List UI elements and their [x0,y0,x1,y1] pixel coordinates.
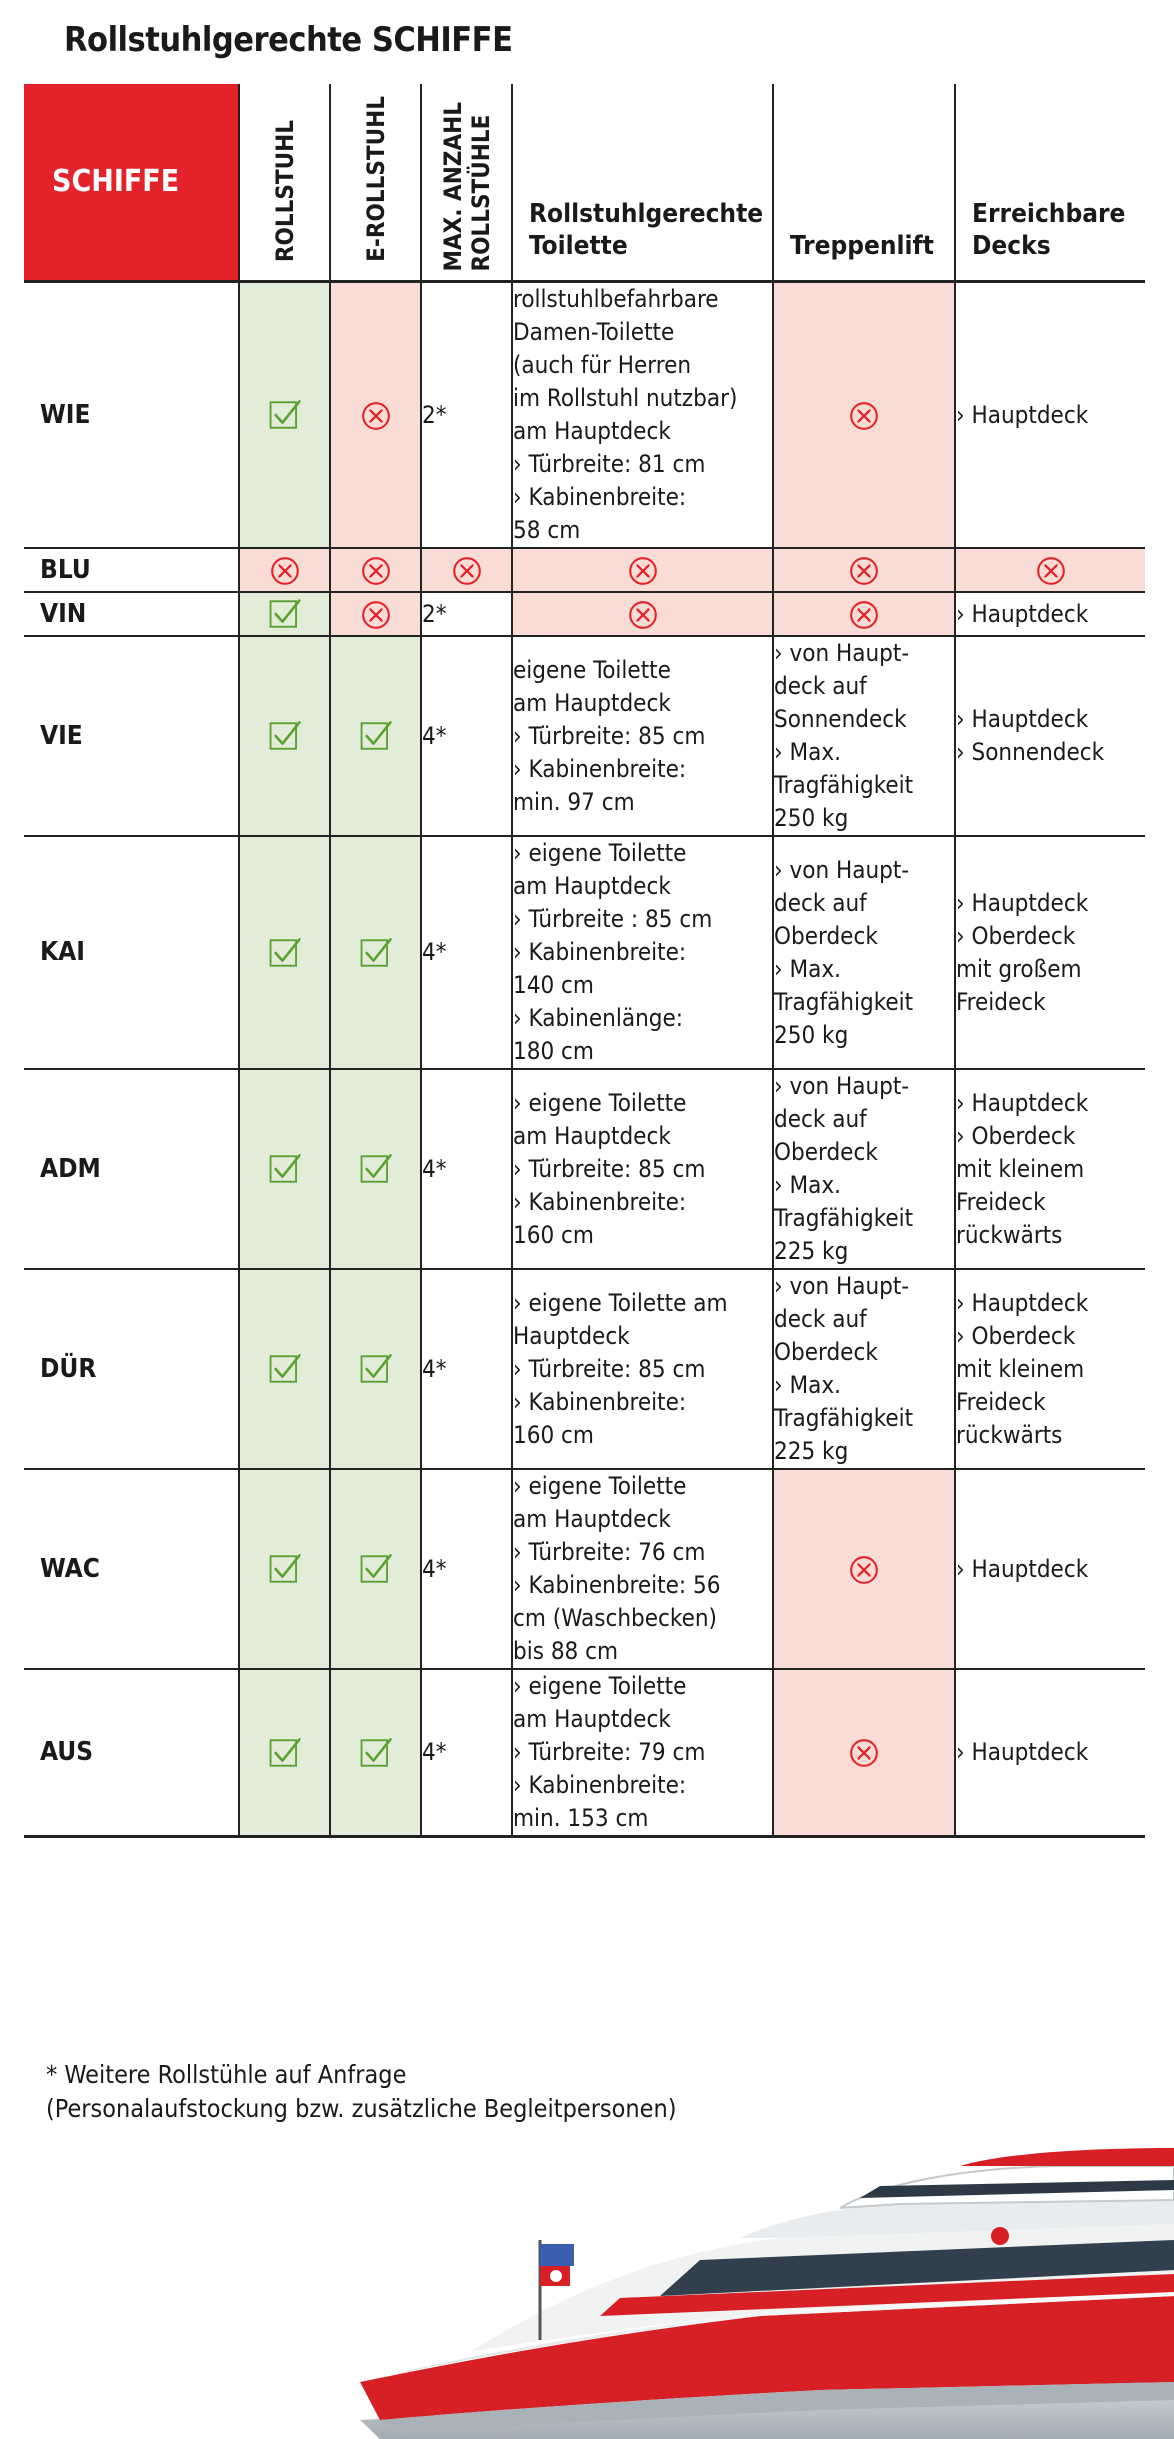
toilette-cell-line: › Kabinenbreite: [513,938,687,966]
treppenlift-cell [773,282,955,549]
header-treppenlift: Treppenlift [773,84,955,282]
ship-photo [0,2120,1174,2439]
ship-name: WAC [40,1553,100,1584]
decks-cell-line: mit großem [956,954,1082,983]
treppenlift-cell-line: 250 kg [774,804,849,832]
circle-x-icon [848,1737,880,1769]
max-anzahl-cell [421,592,512,636]
table-row [24,282,1145,549]
toilette-cell-line: am Hauptdeck [513,417,671,445]
ship-name-cell [24,1069,239,1269]
decks-cell-line: › Oberdeck [956,921,1076,950]
toilette-cell-line: eigene Toilette [513,655,671,684]
circle-x-icon [360,555,392,587]
ship-name: WIE [40,399,91,430]
decks-cell-line: › Hauptdeck [956,1554,1089,1583]
circle-x-icon [269,555,301,587]
toilette-cell-line: › eigene Toilette [513,839,687,867]
toilette-cell [512,282,773,549]
e-rollstuhl-cell [330,1069,421,1269]
checkbox-check-icon [268,1552,302,1586]
rollstuhl-cell [239,592,330,636]
checkbox-check-icon [268,398,302,432]
ship-name-cell [24,1469,239,1669]
decks-cell [955,636,1145,836]
toilette-cell-line: min. 97 cm [513,787,635,816]
toilette-cell-line: › Türbreite: 81 cm [513,450,706,478]
decks-cell-line: › Hauptdeck [956,1088,1089,1117]
rollstuhl-cell [239,1469,330,1669]
checkbox-check-icon [268,1152,302,1186]
header-toilette: Rollstuhlgerechte Toilette [512,84,773,282]
toilette-cell-line: min. 153 cm [513,1804,649,1832]
decks-cell-line: › Oberdeck [956,1121,1076,1150]
toilette-cell [512,1669,773,1837]
rollstuhl-cell [239,1669,330,1837]
toilette-cell-line: › Türbreite: 85 cm [513,1354,706,1383]
max-anzahl-value: 4* [422,1738,447,1766]
treppenlift-cell-line: › Max. [774,1171,841,1199]
toilette-cell-line: am Hauptdeck [513,1505,671,1533]
circle-x-icon [627,555,659,587]
treppenlift-cell-line: Tragfähigkeit [774,1204,914,1232]
circle-x-icon [627,599,659,631]
header-e-rollstuhl: E-ROLLSTUHL [330,84,421,282]
e-rollstuhl-cell [330,1669,421,1837]
ship-name: AUS [40,1737,94,1767]
circle-x-icon [1035,555,1067,587]
footnote-line-2: (Personalaufstockung bzw. zusätzliche Begleitpersonen) [46,2094,677,2123]
circle-x-icon [360,599,392,631]
e-rollstuhl-cell [330,836,421,1069]
decks-cell-line: › Hauptdeck [956,705,1089,733]
toilette-cell-line: › Türbreite : 85 cm [513,905,713,933]
treppenlift-cell [773,1069,955,1269]
toilette-cell-line: am Hauptdeck [513,872,671,900]
max-anzahl-cell [421,1269,512,1469]
decks-cell [955,1669,1145,1837]
ship-name: VIN [40,598,87,629]
header-decks: Erreichbare Decks [955,84,1145,282]
checkbox-check-icon [359,1352,393,1386]
ship-name: ADM [40,1153,101,1184]
ship-name-cell [24,836,239,1069]
toilette-cell-line: › Kabinenlänge: [513,1004,684,1032]
decks-cell [955,1269,1145,1469]
toilette-cell-line: › Türbreite: 79 cm [513,1738,706,1766]
ship-name: VIE [40,720,83,751]
decks-cell-line: mit kleinem [956,1354,1085,1383]
e-rollstuhl-cell [330,1469,421,1669]
toilette-cell-line: › Türbreite: 85 cm [513,721,706,750]
decks-cell-line: › Hauptdeck [956,599,1089,628]
decks-cell-line: Freideck [956,987,1046,1016]
decks-cell [955,282,1145,549]
page-title: Rollstuhlgerechte SCHIFFE [64,20,513,60]
decks-cell-line: rückwärts [956,1220,1063,1249]
ship-name-cell [24,282,239,549]
max-anzahl-value: 2* [422,400,447,429]
ship-name-cell [24,636,239,836]
toilette-cell-line: › Kabinenbreite: [513,1771,687,1799]
treppenlift-cell-line: › Max. [774,738,841,766]
table-row [24,836,1145,1069]
toilette-cell-line: am Hauptdeck [513,1705,671,1733]
treppenlift-cell-line: Tragfähigkeit [774,1404,914,1432]
treppenlift-cell-line: Oberdeck [774,1138,878,1166]
toilette-cell [512,592,773,636]
toilette-cell-line: 160 cm [513,1420,594,1449]
table-row [24,1469,1145,1669]
decks-cell [955,836,1145,1069]
circle-x-icon [451,555,483,587]
rollstuhl-cell [239,282,330,549]
ship-name-cell [24,1669,239,1837]
toilette-cell [512,636,773,836]
table-row [24,592,1145,636]
max-anzahl-cell [421,282,512,549]
toilette-cell [512,548,773,592]
toilette-cell-line: rollstuhlbefahrbare [513,285,719,313]
treppenlift-cell [773,1669,955,1837]
circle-x-icon [848,555,880,587]
decks-cell [955,1469,1145,1669]
toilette-cell-line: am Hauptdeck [513,1121,671,1150]
e-rollstuhl-cell [330,548,421,592]
treppenlift-cell-line: deck auf [774,888,867,917]
treppenlift-cell-line: › von Haupt- [774,855,910,884]
max-anzahl-cell [421,1069,512,1269]
treppenlift-cell-line: › von Haupt- [774,1272,910,1300]
max-anzahl-cell [421,548,512,592]
ship-name: BLU [40,554,91,585]
table-header-row [24,84,1145,282]
rollstuhl-cell [239,636,330,836]
checkbox-check-icon [359,936,393,970]
max-anzahl-value: 4* [422,938,447,966]
decks-cell-line: Freideck [956,1387,1046,1416]
ship-name-cell [24,1269,239,1469]
table-row [24,1269,1145,1469]
toilette-cell-line: Damen-Toilette [513,318,675,346]
e-rollstuhl-cell [330,282,421,549]
checkbox-check-icon [359,1152,393,1186]
footnote-line-1: * Weitere Rollstühle auf Anfrage [46,2060,407,2089]
ship-name-cell [24,592,239,636]
treppenlift-cell-line: 225 kg [774,1437,849,1465]
treppenlift-cell-line: Oberdeck [774,921,878,950]
toilette-cell-line: Hauptdeck [513,1321,630,1350]
treppenlift-cell-line: › von Haupt- [774,639,910,667]
decks-cell-line: › Sonnendeck [956,738,1105,766]
toilette-cell-line: › Kabinenbreite: [513,1387,687,1416]
toilette-cell [512,1069,773,1269]
header-rollstuhl: ROLLSTUHL [239,84,330,282]
treppenlift-cell [773,592,955,636]
toilette-cell-line: › eigene Toilette [513,1472,687,1500]
e-rollstuhl-cell [330,592,421,636]
rollstuhl-cell [239,836,330,1069]
toilette-cell-line: › Türbreite: 76 cm [513,1538,706,1566]
checkbox-check-icon [268,1736,302,1770]
header-max-anzahl: MAX. ANZAHL ROLLSTÜHLE [421,84,512,282]
max-anzahl-value: 4* [422,721,447,750]
max-anzahl-value: 4* [422,1354,447,1383]
max-anzahl-value: 2* [422,599,447,628]
treppenlift-cell-line: deck auf [774,1305,867,1333]
toilette-cell-line: 140 cm [513,971,594,999]
toilette-cell-line: am Hauptdeck [513,688,671,717]
decks-cell-line: › Hauptdeck [956,400,1089,429]
toilette-cell-line: › Kabinenbreite: [513,1187,687,1216]
checkbox-check-icon [359,1552,393,1586]
circle-x-icon [848,1554,880,1586]
treppenlift-cell [773,636,955,836]
checkbox-check-icon [268,936,302,970]
circle-x-icon [360,400,392,432]
toilette-cell [512,1269,773,1469]
ship-name: DÜR [40,1353,97,1384]
treppenlift-cell [773,548,955,592]
toilette-cell [512,1469,773,1669]
max-anzahl-value: 4* [422,1154,447,1183]
toilette-cell-line: › Kabinenbreite: [513,483,687,511]
toilette-cell-line: › eigene Toilette [513,1672,687,1700]
treppenlift-cell [773,1269,955,1469]
toilette-cell-line: › eigene Toilette am [513,1288,728,1317]
treppenlift-cell-line: › Max. [774,1371,841,1399]
checkbox-check-icon [268,719,302,753]
table-row [24,1069,1145,1269]
checkbox-check-icon [359,1736,393,1770]
treppenlift-cell-line: Tragfähigkeit [774,771,914,799]
decks-cell-line: mit kleinem [956,1154,1085,1183]
toilette-cell-line: › Türbreite: 85 cm [513,1154,706,1183]
table-row [24,548,1145,592]
decks-cell-line: Freideck [956,1187,1046,1216]
max-anzahl-cell [421,1469,512,1669]
treppenlift-cell-line: 225 kg [774,1237,849,1265]
max-anzahl-cell [421,836,512,1069]
toilette-cell-line: › Kabinenbreite: 56 [513,1571,721,1599]
toilette-cell-line: 180 cm [513,1037,594,1065]
treppenlift-cell-line: deck auf [774,672,867,700]
toilette-cell [512,836,773,1069]
treppenlift-cell-line: 250 kg [774,1020,849,1049]
decks-cell-line: rückwärts [956,1420,1063,1449]
max-anzahl-value: 4* [422,1554,447,1583]
toilette-cell-line: › eigene Toilette [513,1088,687,1117]
checkbox-check-icon [268,597,302,631]
decks-cell [955,548,1145,592]
toilette-cell-line: (auch für Herren [513,351,692,379]
toilette-cell-line: › Kabinenbreite: [513,754,687,783]
decks-cell-line: › Oberdeck [956,1321,1076,1350]
header-schiffe: SCHIFFE [24,84,239,282]
treppenlift-cell [773,1469,955,1669]
toilette-cell-line: 160 cm [513,1220,594,1249]
circle-x-icon [848,400,880,432]
checkbox-check-icon [359,719,393,753]
treppenlift-cell-line: › Max. [774,954,841,983]
toilette-cell-line: 58 cm [513,516,581,544]
e-rollstuhl-cell [330,1269,421,1469]
table-row [24,1669,1145,1837]
decks-cell-line: › Hauptdeck [956,1738,1089,1766]
circle-x-icon [848,599,880,631]
footnote [46,2058,677,2126]
decks-cell-line: › Hauptdeck [956,1288,1089,1317]
checkbox-check-icon [268,1352,302,1386]
toilette-cell-line: cm (Waschbecken) [513,1604,717,1632]
ships-table [24,84,1145,1838]
decks-cell [955,1069,1145,1269]
decks-cell-line: › Hauptdeck [956,888,1089,917]
decks-cell [955,592,1145,636]
treppenlift-cell-line: Sonnendeck [774,705,907,733]
rollstuhl-cell [239,548,330,592]
ship-name: KAI [40,937,85,967]
toilette-cell-line: bis 88 cm [513,1637,619,1665]
max-anzahl-cell [421,636,512,836]
ship-name-cell [24,548,239,592]
treppenlift-cell-line: › von Haupt- [774,1072,910,1100]
e-rollstuhl-cell [330,636,421,836]
table-row [24,636,1145,836]
rollstuhl-cell [239,1269,330,1469]
treppenlift-cell-line: deck auf [774,1105,867,1133]
rollstuhl-cell [239,1069,330,1269]
max-anzahl-cell [421,1669,512,1837]
treppenlift-cell-line: Tragfähigkeit [774,987,914,1016]
toilette-cell-line: im Rollstuhl nutzbar) [513,384,738,412]
treppenlift-cell [773,836,955,1069]
treppenlift-cell-line: Oberdeck [774,1338,878,1366]
